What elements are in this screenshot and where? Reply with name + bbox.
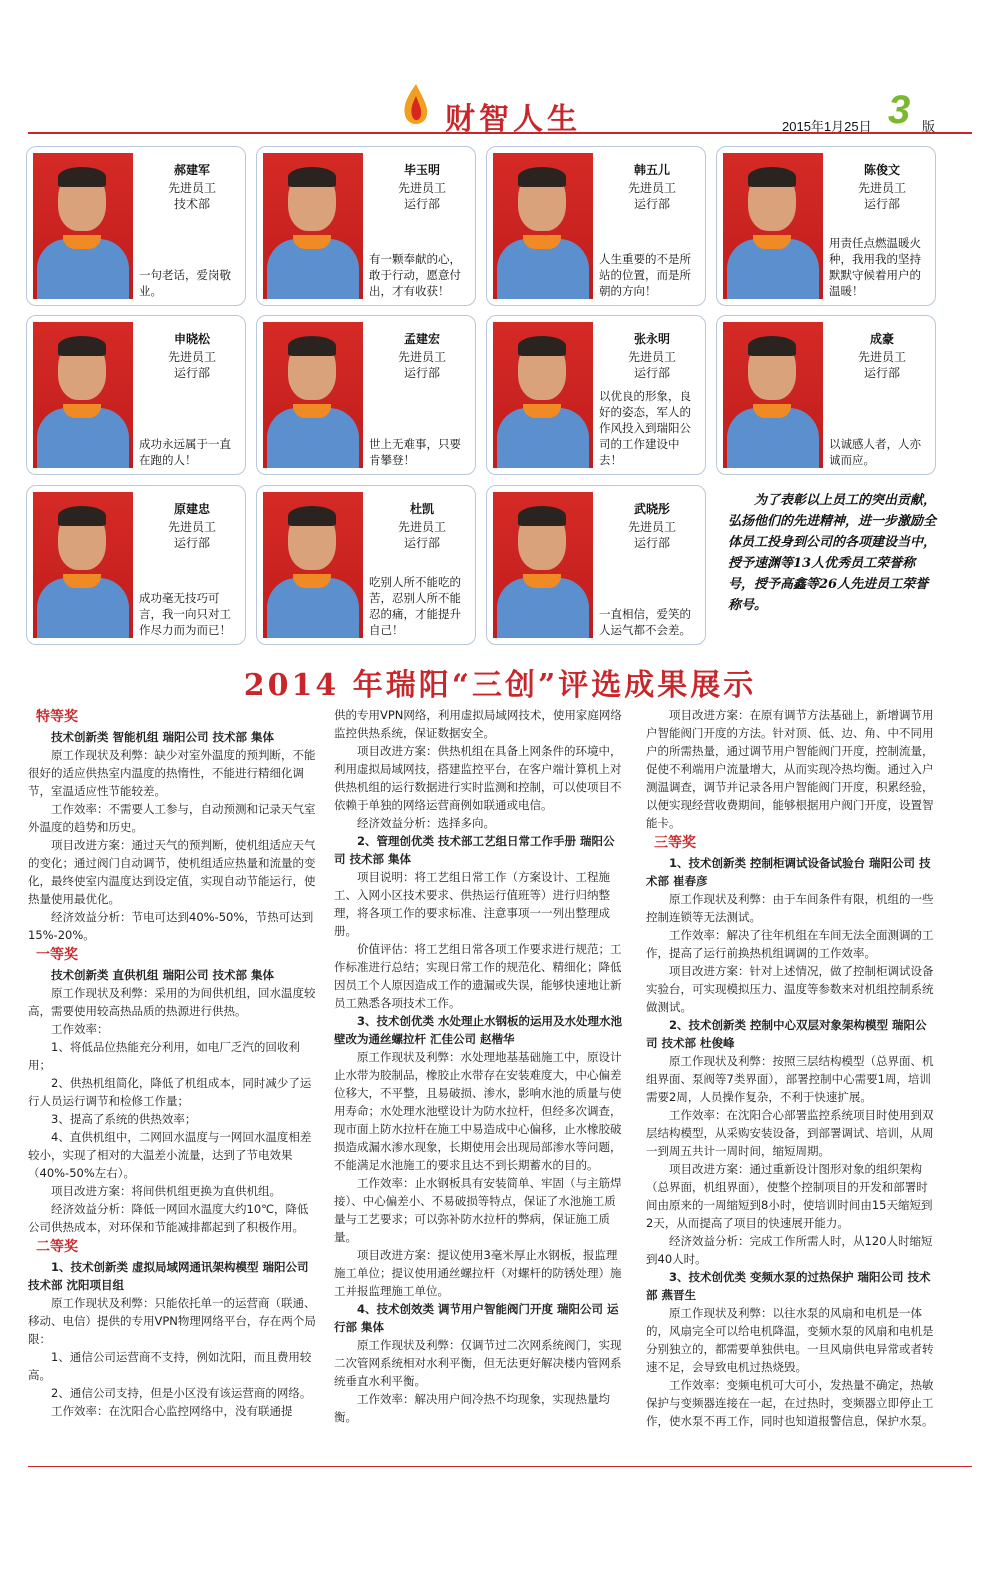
employee-card — [486, 146, 706, 306]
employee-dept: 技术部 — [173, 197, 210, 211]
employee-card — [486, 315, 706, 475]
employee-card — [486, 485, 706, 645]
employee-name: 郝建军 — [173, 163, 210, 177]
employee-photo — [33, 492, 133, 638]
employee-motto: 人生重要的不是所站的位置，而是所朝的方向！ — [599, 252, 691, 298]
project-heading: 1、技术创新类 控制柜调试设备试验台 瑞阳公司 技术部 崔春彦 — [646, 856, 931, 888]
paragraph: 2、通信公司支持，但是小区没有该运营商的网络。 — [51, 1386, 312, 1400]
paragraph: 原工作现状及利弊：缺少对室外温度的预判断，不能很好的适应供热室内温度的热惰性，不能进行精细化调节，室温适应性节能较差。 — [28, 748, 316, 798]
employee-photo — [33, 322, 133, 468]
paragraph: 原工作现状及利弊：水处理地基基础施工中，原设计止水带为胶制品，橡胶止水带存在安装难度大，中心偏差位移大，不平整，且易破损、渗水，影响水池的质量与使用寿命；水处理水池壁设计为防水拉杆，但经多次调查，现市面上防水拉杆在施工中易造成中心偏移，止水橡胶破损造成漏水渗水现象，长期使用会出现局部渗水等问题，不能满足水池施工的要求且达不到长期蓄水的目的。 — [334, 1050, 622, 1172]
employee-card — [256, 315, 476, 475]
employee-card — [716, 146, 936, 306]
paragraph: 项目改进方案：针对上述情况，做了控制柜调试设备实验台，可实现模拟压力、温度等参数来对机组控制系统做测试。 — [646, 964, 934, 1014]
award-heading: 特等奖 — [36, 709, 78, 725]
project-heading: 3、技术创优类 水处理止水钢板的运用及水处理水池壁改为通丝螺拉杆 汇佳公司 赵楷华 — [334, 1014, 623, 1046]
employee-name: 杜凯 — [409, 502, 434, 516]
employee-card — [26, 146, 246, 306]
paragraph: 项目改进方案：提议使用3毫米厚止水钢板，报监理施工单位；提议使用通丝螺拉杆（对螺杆的防锈处理）施工并报监理施工单位。 — [334, 1248, 622, 1298]
employee-title: 先进员工 — [397, 520, 446, 534]
project-heading: 3、技术创优类 变频水泵的过热保护 瑞阳公司 技术部 燕晋生 — [646, 1270, 931, 1302]
employee-title: 先进员工 — [397, 181, 446, 195]
employee-photo — [723, 322, 823, 468]
paragraph: 3、提高了系统的供热效率； — [51, 1112, 197, 1126]
paragraph: 工作效率：止水钢板具有安装简单、牢固（与主筋焊接）、中心偏差小、不易破损等特点，保证了水池施工质量与工艺要求；可以弥补防水拉杆的弊病，保证施工质量。 — [334, 1176, 622, 1244]
paragraph: 工作效率：变频电机可大可小，发热量不确定，热敏保护与变频器连接在一起，在过热时，变频器立即停止工作，使水泵不再工作，同时也知道报警信息，保护水泵。 — [646, 1378, 934, 1428]
paragraph: 1、将低品位热能充分利用，如电厂乏汽的回收利用； — [28, 1040, 300, 1072]
employee-name: 申晓松 — [173, 332, 210, 346]
paragraph: 工作效率：不需要人工参与，自动预测和记录天气室外温度的趋势和历史。 — [28, 802, 316, 834]
employee-dept: 运行部 — [633, 366, 670, 380]
employee-title: 先进员工 — [627, 181, 676, 195]
paragraph: 原工作现状及利弊：采用的为间供机组，回水温度较高，需要使用较高热品质的热源进行供热。 — [28, 986, 316, 1018]
employee-card — [26, 315, 246, 475]
paragraph: 经济效益分析：降低一网回水温度大约10℃，降低公司供热成本，对环保和节能减排都起到了积极作用。 — [28, 1202, 309, 1234]
paragraph: 工作效率：在沈阳合心部署监控系统项目时使用到双层结构模型，从采购安装设备，到部署调试、培训，从周一到周五共计一周时间，缩短周期。 — [646, 1108, 934, 1158]
paragraph: 1、通信公司运营商不支持，例如沈阳，而且费用较高。 — [28, 1350, 312, 1382]
paragraph: 工作效率：在沈阳合心监控网络中，没有联通提 — [51, 1404, 293, 1418]
employee-title: 先进员工 — [167, 350, 216, 364]
issue-date: 2015年1月25日 — [782, 119, 872, 134]
paragraph: 项目改进方案：供热机组在具备上网条件的环境中，利用虚拟局域网技，搭建监控平台，在客户端计算机上对供热机组的运行数据进行实时监测和控制，可以使项目不依赖于单独的网络运营商例如联通或电信。 — [334, 744, 622, 812]
employee-motto: 有一颗奉献的心，敢于行动，愿意付出，才有收获！ — [369, 252, 461, 298]
paragraph: 经济效益分析：完成工作所需人时，从120人时缩短到40人时。 — [646, 1234, 933, 1266]
article-column-3 — [646, 706, 936, 1430]
section-title: 2014 年瑞阳“三创”评选成果展示 — [243, 668, 757, 703]
paragraph: 项目改进方案：在原有调节方法基础上，新增调节用户智能阀门开度的方法。针对顶、低、边、角、中不同用户的所需热量，通过调节用户智能阀门开度，控制流量，促使不利端用户流量增大，从而实现冷热均衡。通过入户测温调查，调节并记录各用户智能阀门开度，积累经验，以便实现经营收费期间，能够根据用户阀门开度，设置智能卡。 — [646, 708, 934, 830]
paragraph: 原工作现状及利弊：由于车间条件有限，机组的一些控制连锁等无法测试。 — [646, 892, 934, 924]
paragraph: 工作效率：解决了往年机组在车间无法全面测调的工作，提高了运行前换热机组调调的工作效率。 — [646, 928, 934, 960]
award-heading: 一等奖 — [36, 947, 78, 963]
page-number: 3 — [888, 88, 911, 132]
paragraph: 工作效率： — [51, 1022, 109, 1036]
employee-name: 成豪 — [869, 332, 894, 346]
article-column-1 — [28, 706, 318, 1420]
employee-name: 张永明 — [633, 332, 670, 346]
employee-motto: 一句老话，爱岗敬业。 — [139, 268, 231, 298]
page-header — [0, 0, 1000, 135]
employee-name: 孟建宏 — [403, 332, 440, 346]
employee-name: 武晓彤 — [633, 502, 670, 516]
employee-motto: 成功永远属于一直在跑的人！ — [139, 437, 231, 467]
paragraph: 原工作现状及利弊：以往水泵的风扇和电机是一体的，风扇完全可以给电机降温，变频水泵的风扇和电机是分别独立的，都需要单独供电。一旦风扇供电异常或者转速不足，会导致电机过热烧毁。 — [646, 1306, 934, 1374]
employee-photo — [263, 153, 363, 299]
employee-photo — [723, 153, 823, 299]
flame-logo-icon — [398, 82, 434, 130]
employee-photo — [493, 322, 593, 468]
paragraph: 2、供热机组简化，降低了机组成本，同时减少了运行人员运行调节和检修工作量； — [28, 1076, 312, 1108]
employee-title: 先进员工 — [857, 181, 906, 195]
paragraph: 项目改进方案：将间供机组更换为直供机组。 — [51, 1184, 281, 1198]
employee-motto: 以诚感人者，人亦诚而应。 — [829, 437, 921, 467]
paragraph: 经济效益分析：节电可达到40%-50%，节热可达到15%-20%。 — [28, 910, 314, 942]
employee-name: 原建忠 — [173, 502, 210, 516]
employee-dept: 运行部 — [173, 536, 210, 550]
employee-motto: 成功毫无技巧可言，我一向只对工作尽力而为而已！ — [139, 591, 231, 637]
project-heading: 技术创新类 直供机组 瑞阳公司 技术部 集体 — [51, 968, 275, 982]
employee-photo — [33, 153, 133, 299]
paragraph: 价值评估：将工艺组日常各项工作要求进行规范；工作标准进行总结；实现日常工作的规范化、精细化；降低因员工个人原因造成工作的遗漏或失误，能够快速地让新员工熟悉各项技术工作。 — [334, 942, 622, 1010]
employee-dept: 运行部 — [633, 197, 670, 211]
award-heading: 二等奖 — [36, 1239, 78, 1255]
footer-rule — [28, 1466, 972, 1467]
header-rule — [28, 132, 972, 134]
employee-card — [26, 485, 246, 645]
paragraph: 项目说明：将工艺组日常工作（方案设计、工程施工、入网小区技术要求、供热运行值班等）进行归纳整理，将各项工作的要求标准、注意事项一一列出整理成册。 — [334, 870, 610, 938]
paragraph: 项目改进方案：通过天气的预判断，使机组适应天气的变化；通过阀门自动调节，使机组适应热量和流量的变化，最终使室内温度达到设定值，实现自动节能运行，使热量使用最优化。 — [28, 838, 316, 906]
paragraph: 经济效益分析：选择多向。 — [357, 816, 495, 830]
page-suffix: 版 — [922, 120, 936, 135]
project-heading: 2、技术创新类 控制中心双层对象架构模型 瑞阳公司 技术部 杜俊峰 — [646, 1018, 927, 1050]
paragraph: 原工作现状及利弊：按照三层结构模型（总界面、机组界面、泵阀等7类界面），部署控制中心需要1周，培训需要2周，人员操作复杂，不利于快速扩展。 — [646, 1054, 934, 1104]
employee-dept: 运行部 — [633, 536, 670, 550]
employee-card — [716, 315, 936, 475]
employee-dept: 运行部 — [863, 197, 900, 211]
employee-title: 先进员工 — [627, 350, 676, 364]
paragraph: 原工作现状及利弊：只能依托单一的运营商（联通、移动、电信）提供的专用VPN物理网络平台，存在两个局限： — [28, 1296, 316, 1346]
employee-photo — [493, 153, 593, 299]
employee-title: 先进员工 — [397, 350, 446, 364]
employee-motto: 世上无难事，只要肯攀登！ — [369, 437, 461, 467]
employee-title: 先进员工 — [167, 181, 216, 195]
employee-title: 先进员工 — [857, 350, 906, 364]
commendation-note: 为了表彰以上员工的突出贡献，弘扬他们的先进精神，进一步激励全体员工投身到公司的各项建设当中，授予速渊等13人优秀员工荣誉称号，授予高鑫等26人先进员工荣誉称号。 — [728, 493, 937, 613]
masthead-title: 财智人生 — [445, 102, 581, 137]
employee-photo — [263, 322, 363, 468]
employee-motto: 以优良的形象，良好的姿态，军人的作风投入到瑞阳公司的工作建设中去！ — [599, 389, 691, 467]
employee-card — [256, 485, 476, 645]
project-heading: 1、技术创新类 虚拟局域网通讯架构模型 瑞阳公司 技术部 沈阳项目组 — [28, 1260, 309, 1292]
employee-title: 先进员工 — [167, 520, 216, 534]
paragraph: 4、直供机组中，二网回水温度与一网回水温度相差较小，实现了相对的大温差小流量，达到了节电效果（40%-50%左右）。 — [28, 1130, 312, 1180]
article-column-2 — [334, 706, 624, 1426]
paragraph: 工作效率：解决用户间冷热不均现象，实现热量均衡。 — [334, 1392, 610, 1424]
employee-motto: 用责任点燃温暖火种，我用我的坚持默默守候着用户的温暖！ — [829, 236, 921, 298]
employee-motto: 吃别人所不能吃的苦，忍别人所不能忍的痛，才能提升自己！ — [369, 575, 461, 637]
employee-dept: 运行部 — [863, 366, 900, 380]
employee-photo — [263, 492, 363, 638]
employee-dept: 运行部 — [403, 536, 440, 550]
award-heading: 三等奖 — [654, 835, 696, 851]
employee-dept: 运行部 — [173, 366, 210, 380]
employee-name: 毕玉明 — [403, 163, 440, 177]
paragraph: 供的专用VPN网络，利用虚拟局域网技术，使用家庭网络监控供热系统，保证数据安全。 — [334, 708, 622, 740]
employee-dept: 运行部 — [403, 197, 440, 211]
employee-photo — [493, 492, 593, 638]
employee-title: 先进员工 — [627, 520, 676, 534]
employee-name: 韩五儿 — [633, 163, 670, 177]
employee-name: 陈俊文 — [863, 163, 900, 177]
project-heading: 技术创新类 智能机组 瑞阳公司 技术部 集体 — [51, 730, 275, 744]
employee-dept: 运行部 — [403, 366, 440, 380]
paragraph: 项目改进方案：通过重新设计图形对象的组织架构（总界面，机组界面），使整个控制项目的开发和部署时间由原来的一周缩短到8小时，使培训时间由15天缩短到2天，从而提高了项目的快速展开能力。 — [646, 1162, 933, 1230]
employee-card — [256, 146, 476, 306]
employee-motto: 一直相信，爱笑的人运气都不会差。 — [599, 607, 691, 637]
project-heading: 4、技术创效类 调节用户智能阀门开度 瑞阳公司 运行部 集体 — [334, 1302, 619, 1334]
project-heading: 2、管理创优类 技术部工艺组日常工作手册 瑞阳公司 技术部 集体 — [334, 834, 615, 866]
paragraph: 原工作现状及利弊：仅调节过二次网系统阀门，实现二次管网系统相对水利平衡，但无法更好解决楼内管网系统垂直水利平衡。 — [334, 1338, 622, 1388]
